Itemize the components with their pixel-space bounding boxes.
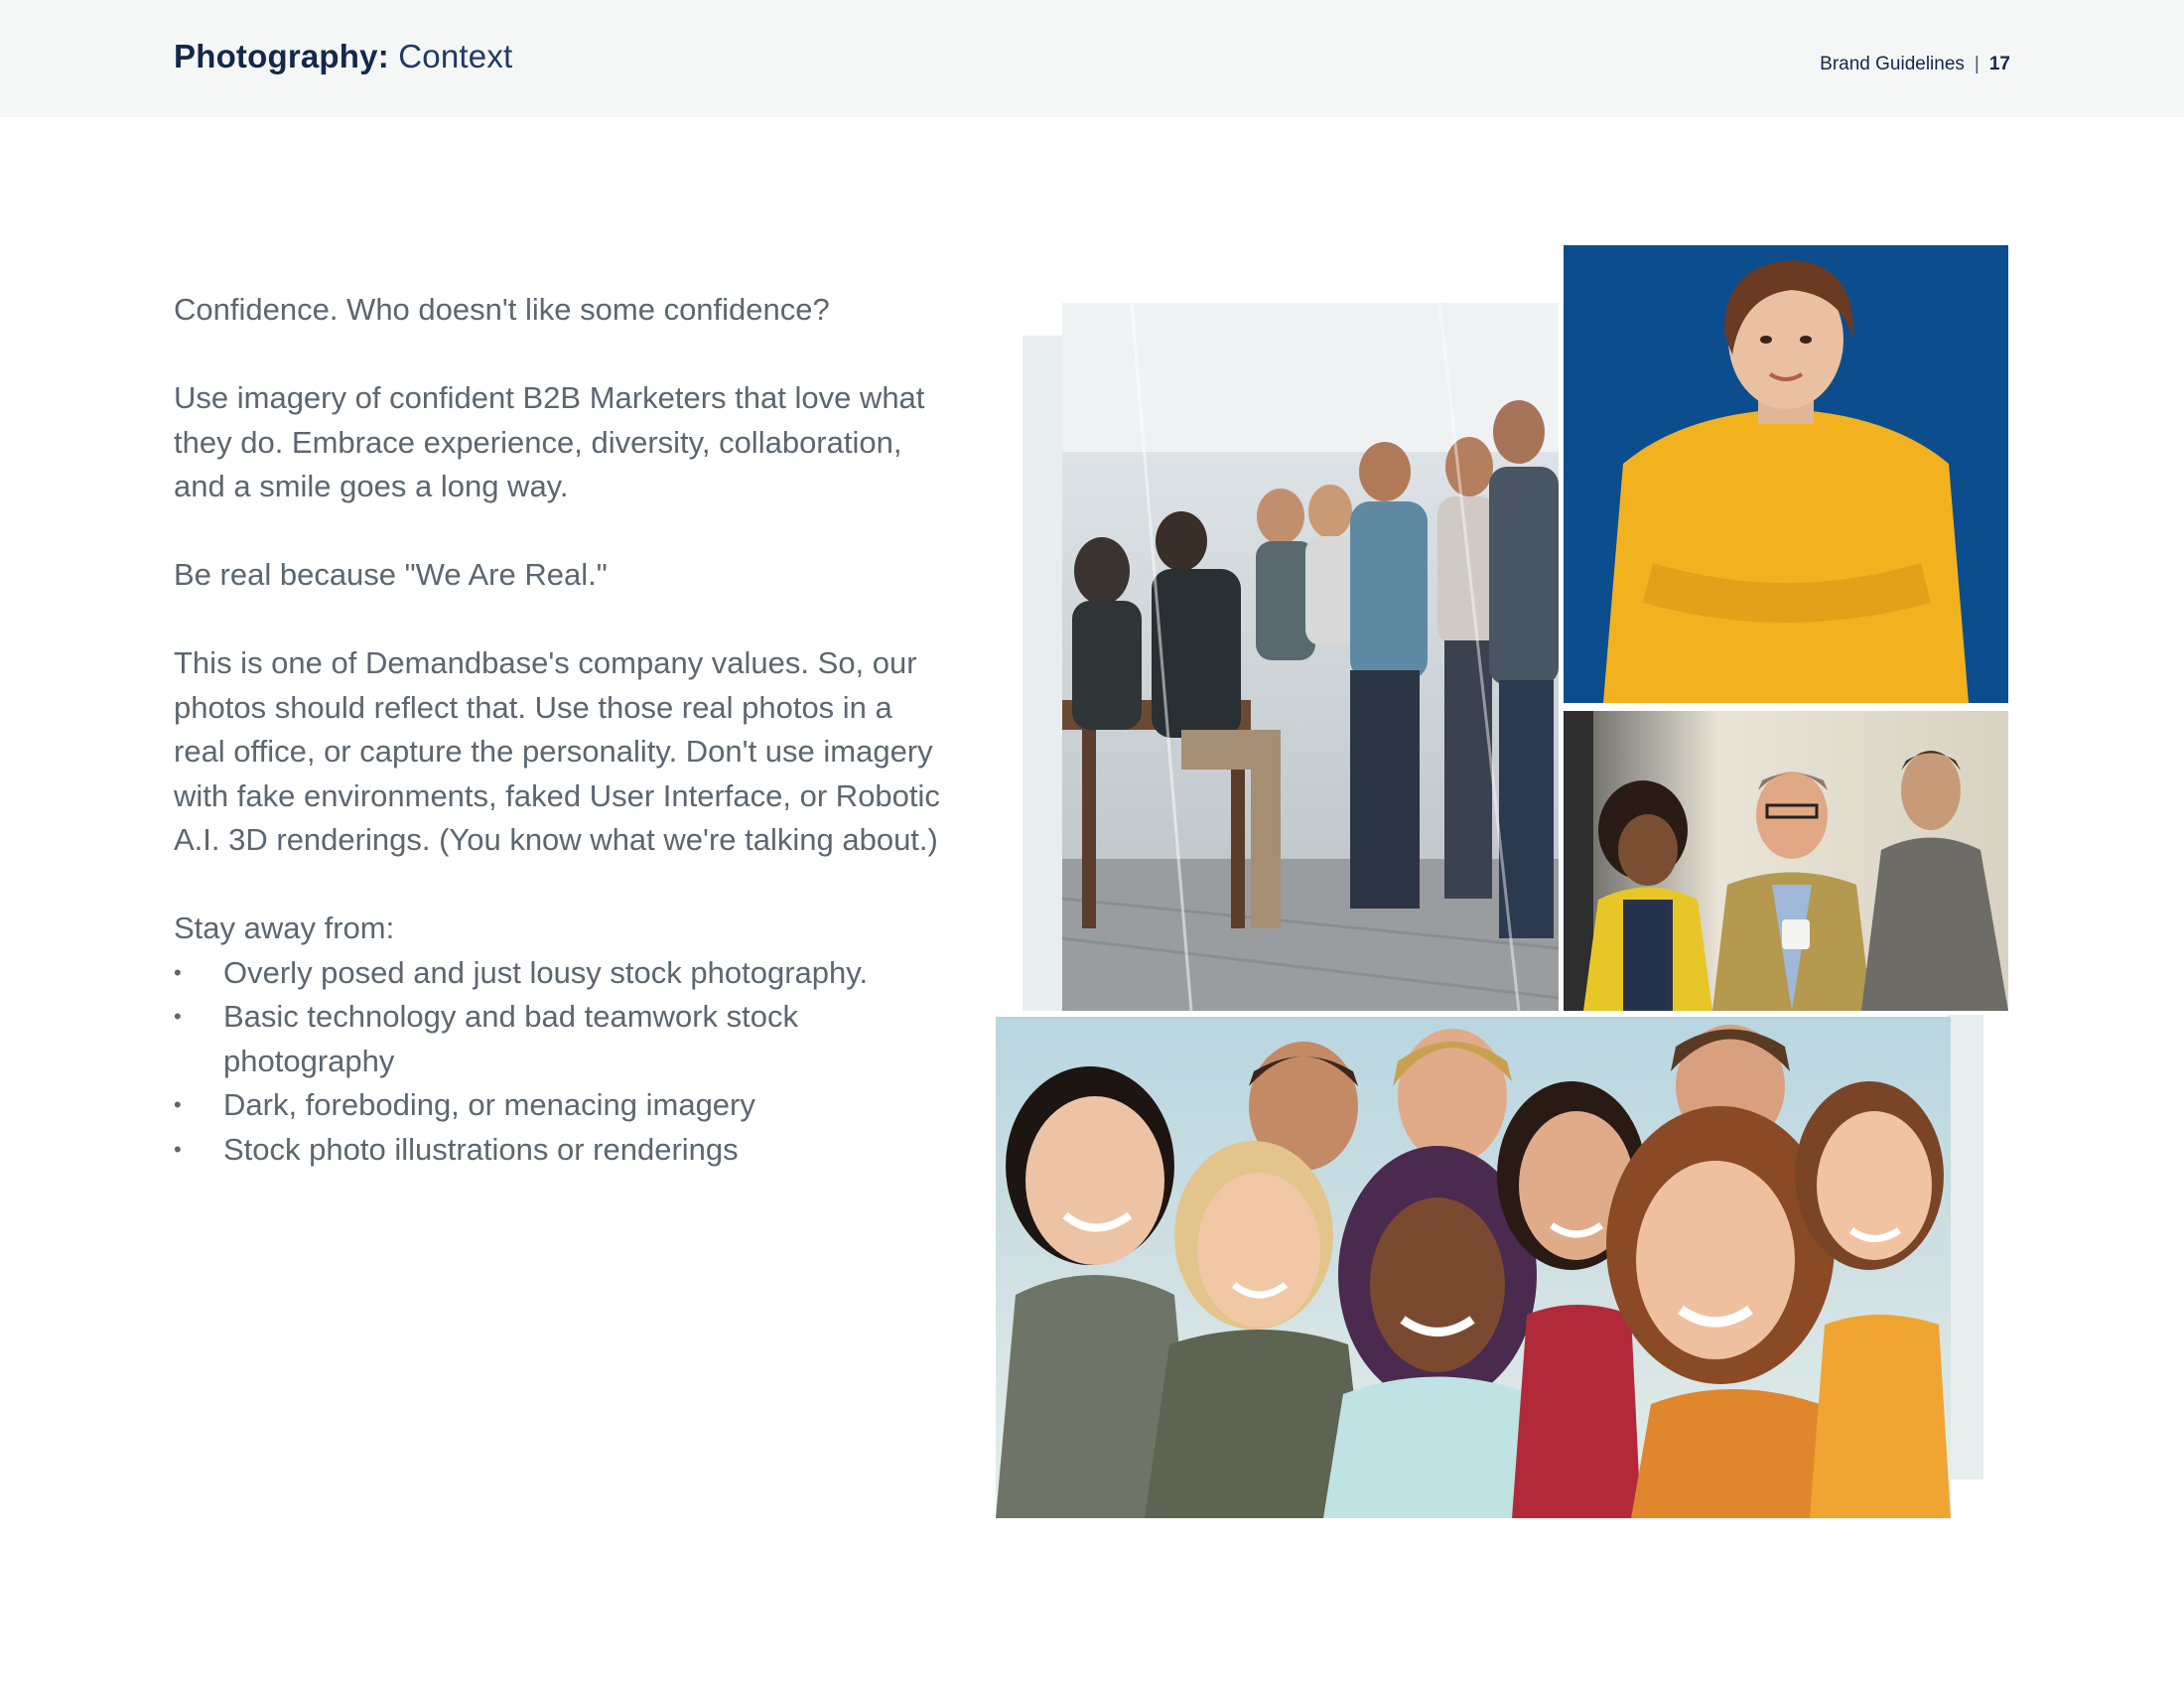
coffee-conversation-photo	[1564, 711, 2008, 1011]
page-title-strong: Photography:	[174, 38, 389, 74]
page-number: 17	[1988, 54, 2010, 74]
document-name: Brand Guidelines	[1820, 54, 1965, 74]
list-item	[174, 995, 948, 1083]
intro-line: Confidence. Who doesn't like some confidence?	[174, 292, 830, 327]
list-item	[174, 1083, 948, 1128]
meta-separator: |	[1974, 54, 1979, 74]
collage-backdrop-left	[1023, 336, 1062, 1011]
page-title-rest: Context	[388, 38, 513, 74]
avoid-list	[174, 951, 948, 1173]
woman-yellow-sweater-photo	[1564, 245, 2008, 703]
group-selfie-photo	[996, 1017, 1951, 1518]
bullet-icon: •	[174, 1136, 182, 1162]
collage-backdrop-right	[1948, 1015, 1983, 1479]
bullet-icon: •	[174, 1004, 182, 1029]
list-item	[174, 951, 948, 996]
bullet-icon: •	[174, 1092, 182, 1117]
paragraph-be-real: Be real because "We Are Real."	[174, 557, 608, 592]
body-copy	[174, 288, 948, 1172]
bullet-icon: •	[174, 959, 182, 985]
avoid-heading: Stay away from:	[174, 911, 395, 945]
list-item-text: Overly posed and just lousy stock photography.	[223, 954, 869, 990]
list-item-text: Stock photo illustrations or renderings	[223, 1131, 739, 1167]
list-item-text: Basic technology and bad teamwork stock photography	[223, 999, 798, 1078]
page-header	[0, 0, 2184, 117]
document-meta	[1820, 54, 2010, 75]
paragraph-company-values: This is one of Demandbase's company values. So, our photos should reflect that. Use those real photos in a real office, or capture the personality. Don't use imagery with fake environments, faked User Interface, or Robotic A.I. 3D renderings. (You know what we're talking about.)	[174, 645, 940, 857]
office-team-photo	[1062, 303, 1559, 1011]
list-item-text: Dark, foreboding, or menacing imagery	[223, 1087, 755, 1122]
list-item	[174, 1128, 948, 1173]
paragraph-confident-marketers: Use imagery of confident B2B Marketers that love what they do. Embrace experience, diversity, collaboration, and a smile goes a long way.	[174, 380, 925, 503]
page-title	[174, 38, 512, 75]
